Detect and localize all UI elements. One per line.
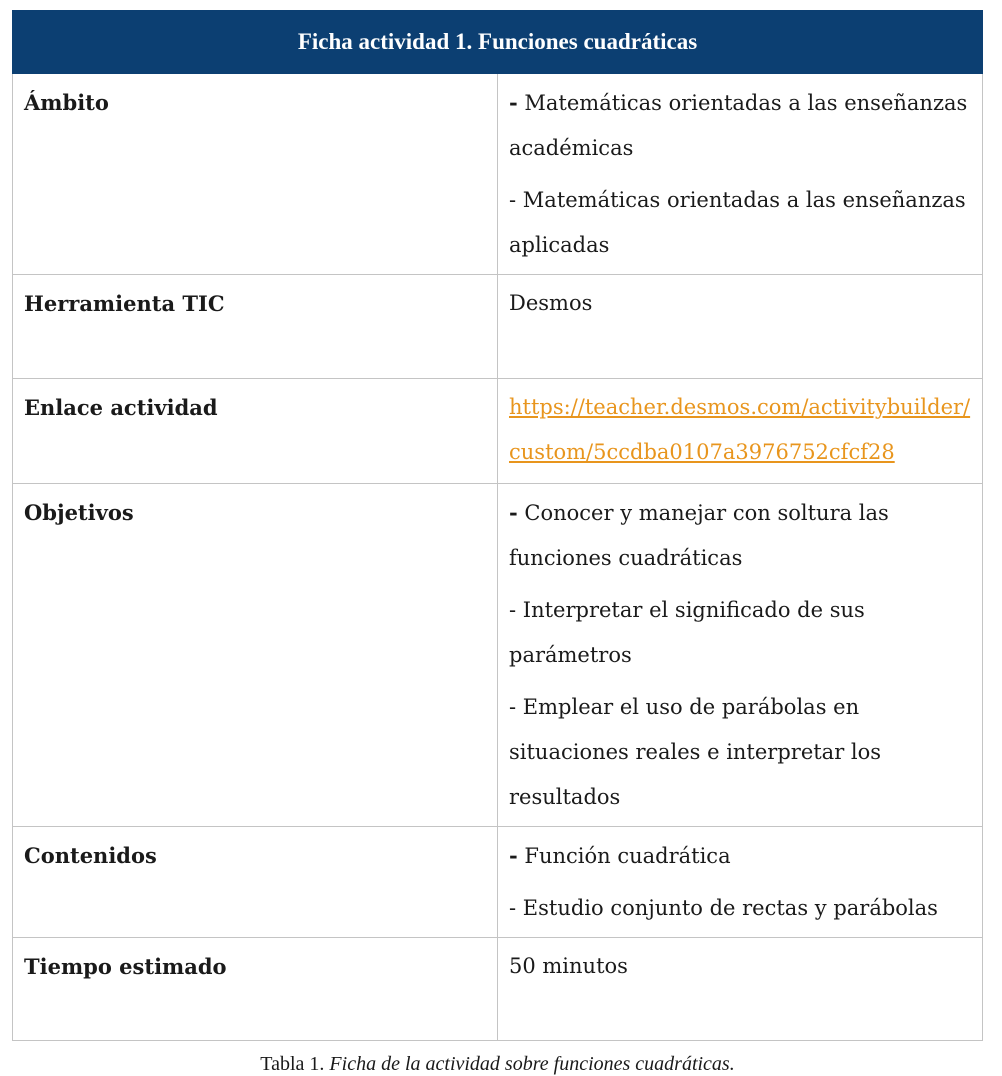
- table-row: [13, 484, 983, 827]
- caption-prefix: Tabla 1.: [260, 1053, 325, 1075]
- bullet-dash: -: [509, 90, 518, 115]
- row-label-tiempo: Tiempo estimado: [13, 938, 498, 1041]
- list-item: [509, 490, 971, 581]
- contenido-item-text: Función cuadrática: [524, 844, 731, 868]
- bullet-dash: -: [509, 598, 517, 622]
- bullet-dash: -: [509, 500, 518, 525]
- ambito-item-text: Matemáticas orientadas a las enseñanzas académicas: [509, 91, 968, 160]
- row-label-herramienta: Herramienta TIC: [13, 275, 498, 379]
- list-item: [509, 886, 971, 931]
- caption-text: Ficha de la actividad sobre funciones cuadráticas.: [329, 1053, 735, 1075]
- bullet-dash: -: [509, 695, 517, 719]
- bullet-dash: -: [509, 843, 518, 868]
- table-row: [13, 275, 983, 379]
- row-label-ambito: Ámbito: [13, 74, 498, 275]
- contenido-item-text: Estudio conjunto de rectas y parábolas: [522, 896, 938, 920]
- table-row: [13, 827, 983, 938]
- row-label-contenidos: Contenidos: [13, 827, 498, 938]
- objetivo-item-text: Conocer y manejar con soltura las funciones cuadráticas: [509, 501, 889, 570]
- list-item: [509, 80, 971, 171]
- table-title: Ficha actividad 1. Funciones cuadráticas: [13, 11, 983, 74]
- row-value-objetivos: [498, 484, 983, 827]
- activity-sheet-table: [12, 10, 983, 1041]
- row-label-enlace: Enlace actividad: [13, 379, 498, 484]
- list-item: [509, 833, 971, 879]
- document-page: [12, 10, 983, 1076]
- objetivo-item-text: Interpretar el significado de sus parámetros: [509, 598, 865, 667]
- row-value-contenidos: [498, 827, 983, 938]
- row-value-enlace: [498, 379, 983, 484]
- table-header-row: [13, 11, 983, 74]
- activity-link[interactable]: https://teacher.desmos.com/activitybuilder/custom/5ccdba0107a3976752cfcf28: [509, 395, 971, 464]
- list-item: [509, 178, 971, 268]
- objetivo-item-text: Emplear el uso de parábolas en situaciones reales e interpretar los resultados: [509, 695, 882, 809]
- list-item: [509, 685, 971, 820]
- bullet-dash: -: [509, 896, 517, 920]
- bullet-dash: -: [509, 188, 517, 212]
- table-row: [13, 74, 983, 275]
- ambito-item-text: Matemáticas orientadas a las enseñanzas aplicadas: [509, 188, 966, 257]
- table-row: [13, 379, 983, 484]
- row-value-tiempo: 50 minutos: [498, 938, 983, 1041]
- row-value-ambito: [498, 74, 983, 275]
- list-item: [509, 588, 971, 678]
- table-caption: [12, 1053, 983, 1076]
- row-label-objetivos: Objetivos: [13, 484, 498, 827]
- row-value-herramienta: Desmos: [498, 275, 983, 379]
- table-row: [13, 938, 983, 1041]
